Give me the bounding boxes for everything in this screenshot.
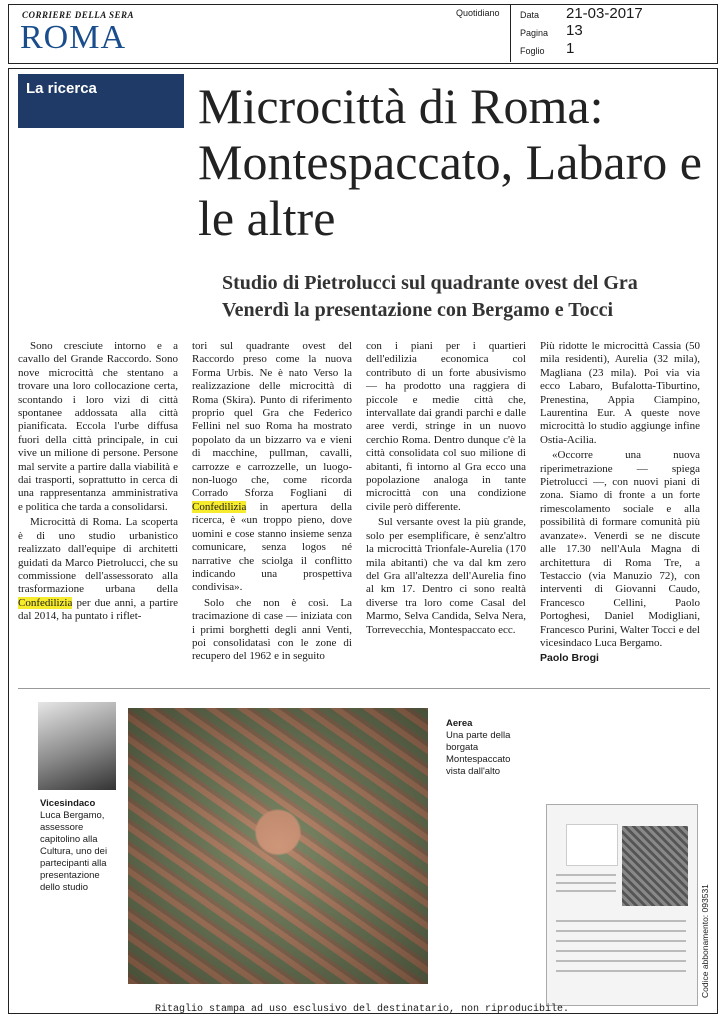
- author-signature: Paolo Brogi: [540, 652, 599, 665]
- article-title: Microcittà di Roma: Montespaccato, Labaro e le altre: [198, 78, 702, 246]
- meta-value-page: 13: [566, 22, 583, 39]
- thumbnail-text-line: [556, 960, 686, 962]
- footer-notice: Ritaglio stampa ad uso esclusivo del destinatario, non riproducibile.: [154, 1004, 570, 1015]
- thumbnail-title-block: [566, 824, 618, 866]
- aerial-photo-shade: [128, 708, 428, 984]
- highlighted-term: Confedilizia: [192, 500, 247, 513]
- text-run: tori sul quadrante ovest del Raccordo preso come la nuova Forma Urbis. Ne è nato Verso la realizzazione delle microcittà di Roma (Skira). Punto di riferimento proprio quel Gra che Federico Fellini nel suo Roma ha mostrato popolato da un bizzarro va e vieni di macchine, pullman, cavalli, carrozze e carrozzelle, un luogo-non-luogo che, come ricorda Corrado Sforza Fogliani di: [192, 340, 352, 500]
- section-tag: La ricerca: [18, 74, 184, 128]
- masthead: CORRIERE DELLA SERA: [22, 10, 135, 20]
- highlighted-term: Confedilizia: [18, 596, 73, 609]
- paragraph: «Occorre una nuova riperimetrazione — spiega Pietrolucci —, con nuovi piani di zona. Siamo di fronte a un forte rimescolamento sociale e alla possibilità di formare comunità più avanzate». Venerdì se ne discute alle 17.30 nell'Aula Magna di architettura di Roma Tre, a Testaccio (via Manuzio 72), con interventi di Giovanni Caudo, Francesco Cellini, Paolo Portoghesi, Daniel Modigliani, Francesco Purini, Walter Tocci e del vicesindaco Luca Bergamo.: [540, 449, 700, 649]
- thumbnail-text-line: [556, 970, 686, 972]
- thumbnail-text-line: [556, 930, 686, 932]
- caption-title: Vicesindaco: [40, 798, 96, 809]
- caption-text: Luca Bergamo, assessore capitolino alla Cultura, uno dei partecipanti alla presentazione dello studio: [40, 810, 108, 893]
- thumbnail-photo: [622, 826, 688, 906]
- paragraph: [18, 516, 178, 623]
- article-column-4: [540, 340, 700, 666]
- subtitle-line-2: Venerdì la presentazione con Bergamo e Tocci: [222, 299, 614, 321]
- article-subtitle: [222, 270, 702, 324]
- paragraph: con i piani per i quartieri dell'edilizia economica col contributo di un forte abusivismo — ha prodotto una raggiera di piccole e medie città che, intervallate dai grandi parchi e dalle aree verdi, stringe in un nuovo cerchio Roma. Dentro dunque c'è la città consolidata col suo milione di abitanti, fi intorno al Gra ecco una popolazione analoga in tante microcittà con una condizione civile però differente.: [366, 340, 526, 513]
- paragraph: Solo che non è così. La tracimazione di case — iniziata con i primi borghetti degli anni Venti, poi consolidatasi con le zone di recupero del 1962 e in seguito: [192, 596, 352, 663]
- article-column-1: [18, 340, 178, 626]
- meta-label-sheet: Foglio: [520, 46, 545, 56]
- edition-title: ROMA: [20, 19, 127, 56]
- thumbnail-text-line: [556, 890, 616, 892]
- paragraph: Più ridotte le microcittà Cassia (50 mila residenti), Aurelia (32 mila), Magliana (23 mila). Poi via via ecco Labaro, Bufalotta-Tiburtino, Prenestina, Appia Ciampino, Laurentina Eur. A queste nove microcittà lo studio aggiunge infine Ostia-Acilia.: [540, 340, 700, 446]
- paragraph: Sul versante ovest la più grande, solo per esemplificare, è senz'altro la microcittà Trionfale-Aurelia (170 mila abitanti) che va dal km zero del Gra all'altezza dell'Aurelia fino al km 17. Dentro ci sono realtà diverse tra loro come Casal del Marmo, Selva Candida, Selva Nera, Torrevecchia, Montespaccato ecc.: [366, 516, 526, 636]
- subscription-code: Codice abbonamento: 093531: [700, 884, 710, 998]
- frequency-label: Quotidiano: [456, 8, 500, 18]
- subtitle-line-1: Studio di Pietrolucci sul quadrante ovest del Gra: [222, 272, 638, 294]
- divider: [18, 688, 710, 689]
- caption-text: Una parte della borgata Montespaccato vista dall'alto: [446, 730, 511, 777]
- paragraph: [192, 340, 352, 595]
- thumbnail-text-line: [556, 920, 686, 922]
- text-run: Microcittà di Roma. La scoperta è di uno studio urbanistico realizzato dall'equipe di architetti guidati da Marco Pietrolucci, che su commissione dell'assessorato alla trasformazione urbana della: [18, 516, 178, 596]
- text-run: in apertura della ricerca, è «un troppo pieno, dove uomini e cose stanno insieme senza comunicare, senza logos né narrative che sciolga il conflitto indicando una prospettiva condivisa».: [192, 500, 352, 594]
- aerial-caption: [446, 718, 532, 778]
- meta-label-date: Data: [520, 10, 540, 20]
- meta-label-page: Pagina: [520, 28, 549, 38]
- person-photo: [38, 702, 116, 790]
- thumbnail-text-line: [556, 940, 686, 942]
- thumbnail-text-line: [556, 882, 616, 884]
- caption-title: Aerea: [446, 718, 473, 729]
- article-column-2: [192, 340, 352, 666]
- article-column-3: [366, 340, 526, 639]
- thumbnail-text-line: [556, 950, 686, 952]
- meta-value-sheet: 1: [566, 40, 575, 57]
- thumbnail-text-line: [556, 874, 616, 876]
- paragraph: Sono cresciute intorno e a cavallo del Grande Raccordo. Sono nove microcittà che stentano a trovare una loro collocazione certa, scontando i loro vizi di città spontanee addossata alla città pianificata. Eccola l'urbe diffusa fuori della città principale, in cui vive un milione di persone. Persone mal servite a partire dalla viabilità e dai trasporti, soprattutto in cerca di una rappresentanza amministrativa e politica che tarda a consolidarsi.: [18, 340, 178, 513]
- text-run: per due anni, a partire dal 2014, ha puntato i riflet-: [18, 596, 179, 623]
- person-caption: [40, 798, 122, 894]
- meta-value-date: 21-03-2017: [566, 5, 643, 22]
